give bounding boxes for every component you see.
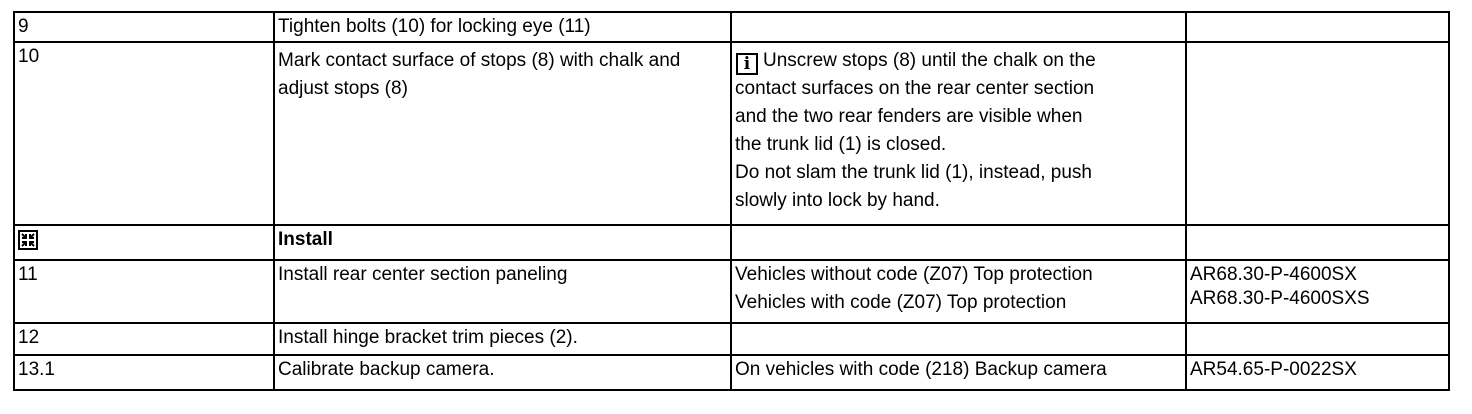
step-refs bbox=[1186, 42, 1449, 225]
step-refs bbox=[1186, 323, 1449, 355]
step-action: Install rear center section paneling bbox=[274, 260, 731, 323]
step-refs bbox=[1186, 12, 1449, 42]
step-notes bbox=[731, 260, 1186, 323]
step-action bbox=[274, 42, 731, 225]
note-line: On vehicles with code (218) Backup camera bbox=[735, 359, 1107, 380]
install-icon bbox=[18, 230, 38, 250]
reference-link[interactable]: AR68.30-P-4600SXS bbox=[1190, 288, 1370, 309]
step-action: Calibrate backup camera. bbox=[274, 355, 731, 390]
step-action-text: Mark contact surface of stops (8) with chalk and adjust stops (8) bbox=[278, 50, 681, 99]
step-notes bbox=[731, 225, 1186, 260]
info-icon: i bbox=[736, 53, 758, 75]
section-heading: Install bbox=[274, 225, 731, 260]
step-action: Tighten bolts (10) for locking eye (11) bbox=[274, 12, 731, 42]
step-number: 12 bbox=[14, 323, 274, 355]
table-row bbox=[14, 225, 1449, 260]
note-line: and the two rear fenders are visible when bbox=[735, 106, 1083, 127]
reference-link[interactable]: AR54.65-P-0022SX bbox=[1190, 359, 1357, 380]
step-refs bbox=[1186, 225, 1449, 260]
note-line: Vehicles with code (Z07) Top protection bbox=[735, 292, 1067, 313]
step-number: 13.1 bbox=[14, 355, 274, 390]
step-number: 10 bbox=[14, 42, 274, 225]
step-action: Install hinge bracket trim pieces (2). bbox=[274, 323, 731, 355]
step-notes bbox=[731, 12, 1186, 42]
note-line: i Unscrew stops (8) until the chalk on the bbox=[735, 47, 1182, 75]
table-row bbox=[14, 323, 1449, 355]
step-notes bbox=[731, 355, 1186, 390]
step-number bbox=[14, 225, 274, 260]
step-number: 9 bbox=[14, 12, 274, 42]
note-line: Vehicles without code (Z07) Top protection bbox=[735, 264, 1093, 285]
step-refs bbox=[1186, 260, 1449, 323]
table-row bbox=[14, 355, 1449, 390]
step-number: 11 bbox=[14, 260, 274, 323]
table-row bbox=[14, 12, 1449, 42]
note-line: the trunk lid (1) is closed. bbox=[735, 134, 947, 155]
step-notes bbox=[731, 323, 1186, 355]
note-line: slowly into lock by hand. bbox=[735, 190, 940, 211]
note-line: Do not slam the trunk lid (1), instead, push bbox=[735, 162, 1092, 183]
work-steps-table bbox=[13, 11, 1450, 391]
table-row bbox=[14, 260, 1449, 323]
step-refs bbox=[1186, 355, 1449, 390]
reference-link[interactable]: AR68.30-P-4600SX bbox=[1190, 264, 1357, 285]
note-line: contact surfaces on the rear center section bbox=[735, 78, 1095, 99]
table-row bbox=[14, 42, 1449, 225]
step-notes bbox=[731, 42, 1186, 225]
